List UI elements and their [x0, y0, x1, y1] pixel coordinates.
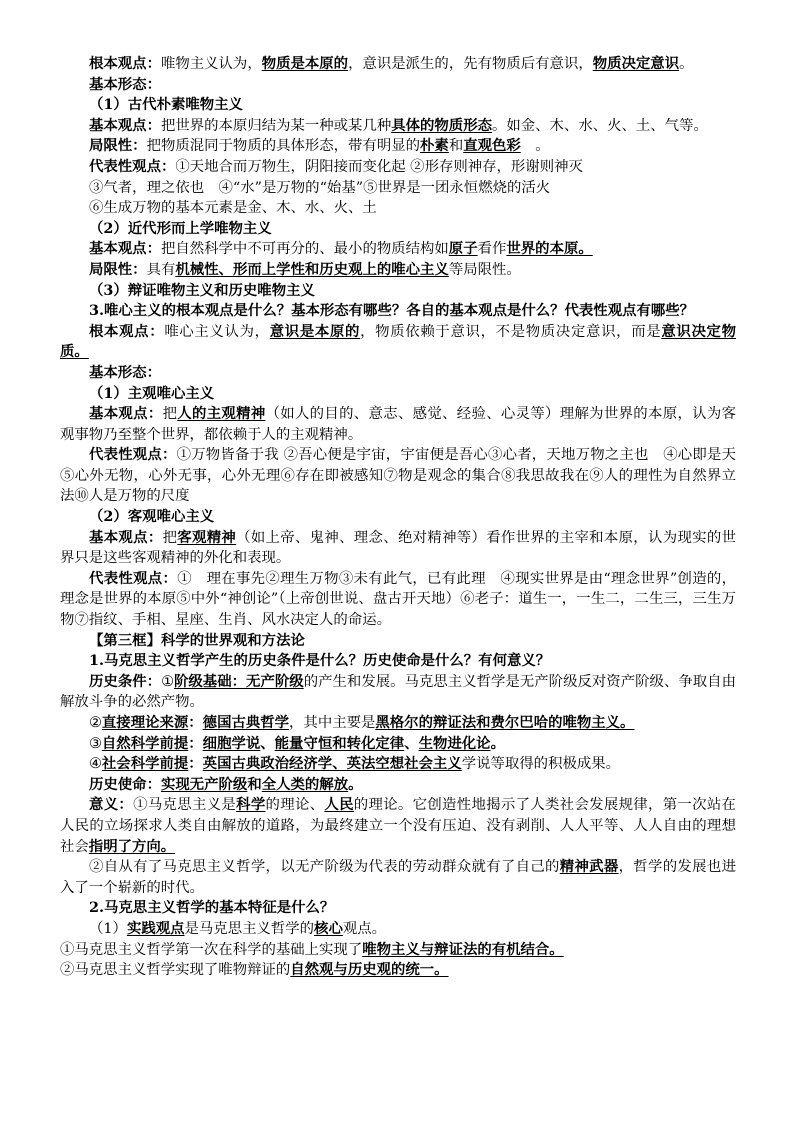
paragraph: [60, 239, 736, 260]
body-text: ①: [161, 673, 174, 690]
body-text: ，意识是派生的，先有物质后有意识，: [348, 56, 593, 72]
key-term: 生物进化论: [418, 734, 491, 752]
key-term: 社会科学前提: [101, 755, 189, 773]
key-term: 黑格尔的辩证法和费尔巴哈的唯物主义。: [375, 714, 635, 731]
bold-text: 3.唯心主义的根本观点是什么？基本形态有哪些？各自的基本观点是什么？代表性观点有哪些？: [89, 302, 695, 320]
bold-text: 局限性：: [89, 260, 147, 278]
document-page: [60, 54, 736, 981]
paragraph: [60, 775, 736, 796]
body-text: ① 理在事先②理生万物③未有此气，已有此理 ④现实世界是由“理念世界”创造的，理念是世界的本原⑤中外“神创论”（上帝创世说、盘古开天地）⑥老子：道生一，一生二，二生三，三生万物⑦指纹、手相、星座、生肖、风水决定人的命运。: [60, 570, 736, 629]
body-text: 具有: [146, 261, 176, 278]
key-term: 直接理论来源: [101, 714, 189, 731]
body-text: 。如金、木、水、火、土、气等。: [491, 117, 708, 134]
body-text: 的理论、: [265, 797, 325, 814]
bold-text: （2）客观唯心主义: [89, 508, 215, 526]
paragraph: [60, 116, 736, 137]
body-text: 把自然科学中不可再分的、最小的物质结构如: [160, 241, 449, 258]
key-term: 物质决定意识: [592, 55, 680, 72]
body-text: （如人的目的、意志、感觉、经验、心灵等）理解为世界的本原，认为客观事物乃至整个世界，都依赖于人的主观精神。: [60, 406, 736, 443]
paragraph: [60, 960, 736, 981]
paragraph: [60, 281, 736, 302]
key-term: 阶级基础：无产阶级: [173, 672, 304, 690]
key-term: 唯物主义与辩证法的有机结合。: [362, 940, 564, 958]
body-text: 把世界的本原归结为某一种或某几种: [160, 117, 392, 134]
body-text: ①万物皆备于我 ②吾心便是宇宙，宇宙便是吾心③心者，天地万物之主也 ④心即是天⑤心外无物，心外无事，心外无理⑥存在即被感知⑦物是观念的集合⑧我思故我在⑨人的理性为自然界立法⑩人是万物的尺度: [60, 447, 736, 505]
paragraph: [60, 569, 736, 631]
key-term: 朴素: [420, 137, 449, 155]
paragraph: [60, 919, 736, 940]
body-text: 唯物主义认为，: [160, 56, 262, 72]
bold-text: 根本观点：: [89, 55, 161, 72]
paragraph: [60, 301, 736, 322]
body-text: ，其中主要是: [289, 715, 376, 731]
key-term: 具体的物质形态: [391, 116, 492, 134]
key-term: 能量守恒和转化定律: [274, 734, 405, 752]
bold-text: 局限性：: [89, 137, 147, 155]
bold-text: 代表性观点：: [89, 569, 178, 587]
paragraph: [60, 898, 736, 919]
bold-text: 1.马克思主义哲学产生的历史条件是什么？历史使命是什么？有何意义？: [89, 652, 551, 670]
body-text: ，哲学的发展也进入了一个崭新的时代。: [60, 859, 736, 896]
paragraph: [60, 260, 736, 281]
body-text: ①马克思主义是: [133, 797, 237, 814]
bold-text: 。: [348, 775, 363, 793]
key-term: 物质是本原的: [261, 55, 349, 72]
body-text: ②: [89, 715, 102, 731]
key-term: 直观色彩: [463, 137, 521, 155]
body-text: 把: [162, 406, 178, 423]
bold-text: 。: [490, 734, 505, 752]
key-term: 实践观点: [126, 919, 185, 937]
paragraph: [60, 95, 736, 116]
key-term: 原子: [448, 240, 478, 258]
paragraph: [60, 795, 736, 857]
bold-text: 基本观点：: [89, 240, 161, 258]
paragraph: [60, 507, 736, 528]
key-term: 精神武器: [559, 858, 619, 876]
paragraph: [60, 75, 736, 96]
body-text: ①天地合而万物生，阴阳接而变化起 ②形存则神存，形谢则神灭: [175, 158, 583, 175]
body-text: 的产生和发展。马克思主义哲学是无产阶级反对资产阶级、争取自由解放斗争的必然产物。: [60, 673, 736, 711]
body-text: ②自从有了马克思主义哲学，以无产阶级为代表的劳动群众就有了自己的: [89, 859, 560, 876]
body-text: 观点。: [342, 920, 387, 937]
body-text: 和: [448, 138, 464, 155]
body-text: 把: [162, 529, 178, 546]
paragraph: [60, 734, 736, 755]
key-term: 指明了方向。: [88, 837, 176, 855]
key-term: 实现无产阶级: [160, 775, 248, 793]
body-text: ，物质依赖于意识，不是物质决定意识，而是: [360, 323, 662, 340]
body-text: ②马克思主义哲学实现了唯物辩证的: [60, 962, 291, 979]
paragraph: [60, 631, 736, 652]
bold-text: （2）近代形而上学唯物主义: [89, 219, 272, 237]
paragraph: [60, 136, 736, 157]
key-term: 机械性、形而上学性和历史观上的唯心主义: [175, 260, 449, 278]
body-text: 。: [679, 56, 694, 72]
key-term: 世界的本原。: [506, 240, 593, 258]
body-text: （1）: [89, 920, 127, 937]
paragraph: [60, 219, 736, 240]
bold-text: ：: [188, 714, 203, 731]
key-term: 科学: [236, 796, 266, 814]
key-term: 自然观与历史观的统一。: [290, 961, 449, 979]
paragraph: [60, 672, 736, 713]
bold-text: 基本形态：: [89, 363, 161, 381]
key-term: 人的主观精神: [177, 405, 266, 423]
paragraph: [60, 157, 736, 178]
body-text: 等局限性。: [448, 261, 521, 278]
bold-text: 、: [404, 734, 419, 752]
body-text: 学说等取得的积极成果。: [461, 756, 621, 773]
paragraph: [60, 445, 736, 507]
bold-text: 、: [260, 734, 275, 752]
paragraph: [60, 322, 736, 363]
bold-text: 2.马克思主义哲学的基本特征是什么？: [89, 899, 335, 917]
body-text: 是马克思主义哲学的: [184, 920, 315, 937]
bold-text: 代表性观点：: [89, 446, 177, 464]
body-text: ①马克思主义哲学第一次在科学的基础上实现了: [60, 941, 363, 958]
key-term: 英国古典政治经济学、英法空想社会主义: [202, 755, 462, 773]
key-term: 全人类的解放: [261, 775, 349, 793]
bold-text: （1）古代朴素唯物主义: [89, 96, 243, 114]
body-text: ④: [89, 756, 102, 773]
paragraph: [60, 713, 736, 734]
body-text: 把物质混同于物质的具体形态，带有明显的: [146, 138, 421, 155]
body-text: ③: [89, 735, 102, 752]
bold-text: （1）主观唯心主义: [89, 384, 215, 402]
key-term: 意识是本原的: [269, 322, 361, 340]
key-term: 自然科学前提: [101, 734, 189, 752]
bold-text: 根本观点：: [89, 322, 165, 340]
key-term: 意识决定物质。: [60, 322, 736, 361]
bold-text: 基本观点：: [89, 116, 161, 134]
body-text: ⑥生成万物的基本元素是金、木、水、火、土: [89, 200, 377, 217]
paragraph: [60, 857, 736, 898]
body-text: 看作: [477, 241, 507, 258]
body-text: （如上帝、鬼神、理念、绝对精神等）看作世界的主宰和本原，认为现实的世界只是这些客观精神的外化和表现。: [60, 529, 736, 567]
body-text: 。: [520, 138, 550, 155]
key-term: 客观精神: [177, 528, 237, 546]
bold-text: ：: [188, 755, 203, 773]
paragraph: [60, 178, 736, 199]
key-term: 德国古典哲学: [202, 714, 290, 731]
paragraph: [60, 363, 736, 384]
paragraph: [60, 54, 736, 75]
paragraph: [60, 384, 736, 405]
bold-text: 历史条件：: [89, 672, 162, 690]
bold-text: 【第三框】科学的世界观和方法论: [89, 631, 305, 649]
key-term: 核心: [314, 919, 343, 937]
paragraph: [60, 940, 736, 961]
bold-text: 基本观点：: [89, 528, 163, 546]
bold-text: （3）辩证唯物主义和历史唯物主义: [89, 281, 315, 299]
bold-text: 意义：: [89, 796, 134, 814]
bold-text: 代表性观点：: [89, 157, 176, 175]
bold-text: 基本观点：: [89, 405, 163, 423]
paragraph: [60, 198, 736, 219]
bold-text: ：: [188, 734, 203, 752]
paragraph: [60, 528, 736, 569]
body-text: 的理论。它创造性地揭示了人类社会发展规律，第一次站在人民的立场探求人类自由解放的道路，为最终建立一个没有压迫、没有剥削、人人平等、人人自由的理想社会: [60, 797, 736, 855]
body-text: ③气者，理之依也 ④“水”是万物的“始基”⑤世界是一团永恒燃烧的活火: [89, 179, 551, 196]
paragraph: [60, 404, 736, 445]
key-term: 细胞学说: [202, 734, 261, 752]
key-term: 人民: [324, 796, 354, 814]
bold-text: 历史使命：: [89, 775, 161, 793]
paragraph: [60, 651, 736, 672]
body-text: 唯心主义认为，: [164, 323, 270, 340]
bold-text: 和: [247, 775, 262, 793]
bold-text: 基本形态：: [89, 75, 161, 93]
paragraph: [60, 754, 736, 775]
